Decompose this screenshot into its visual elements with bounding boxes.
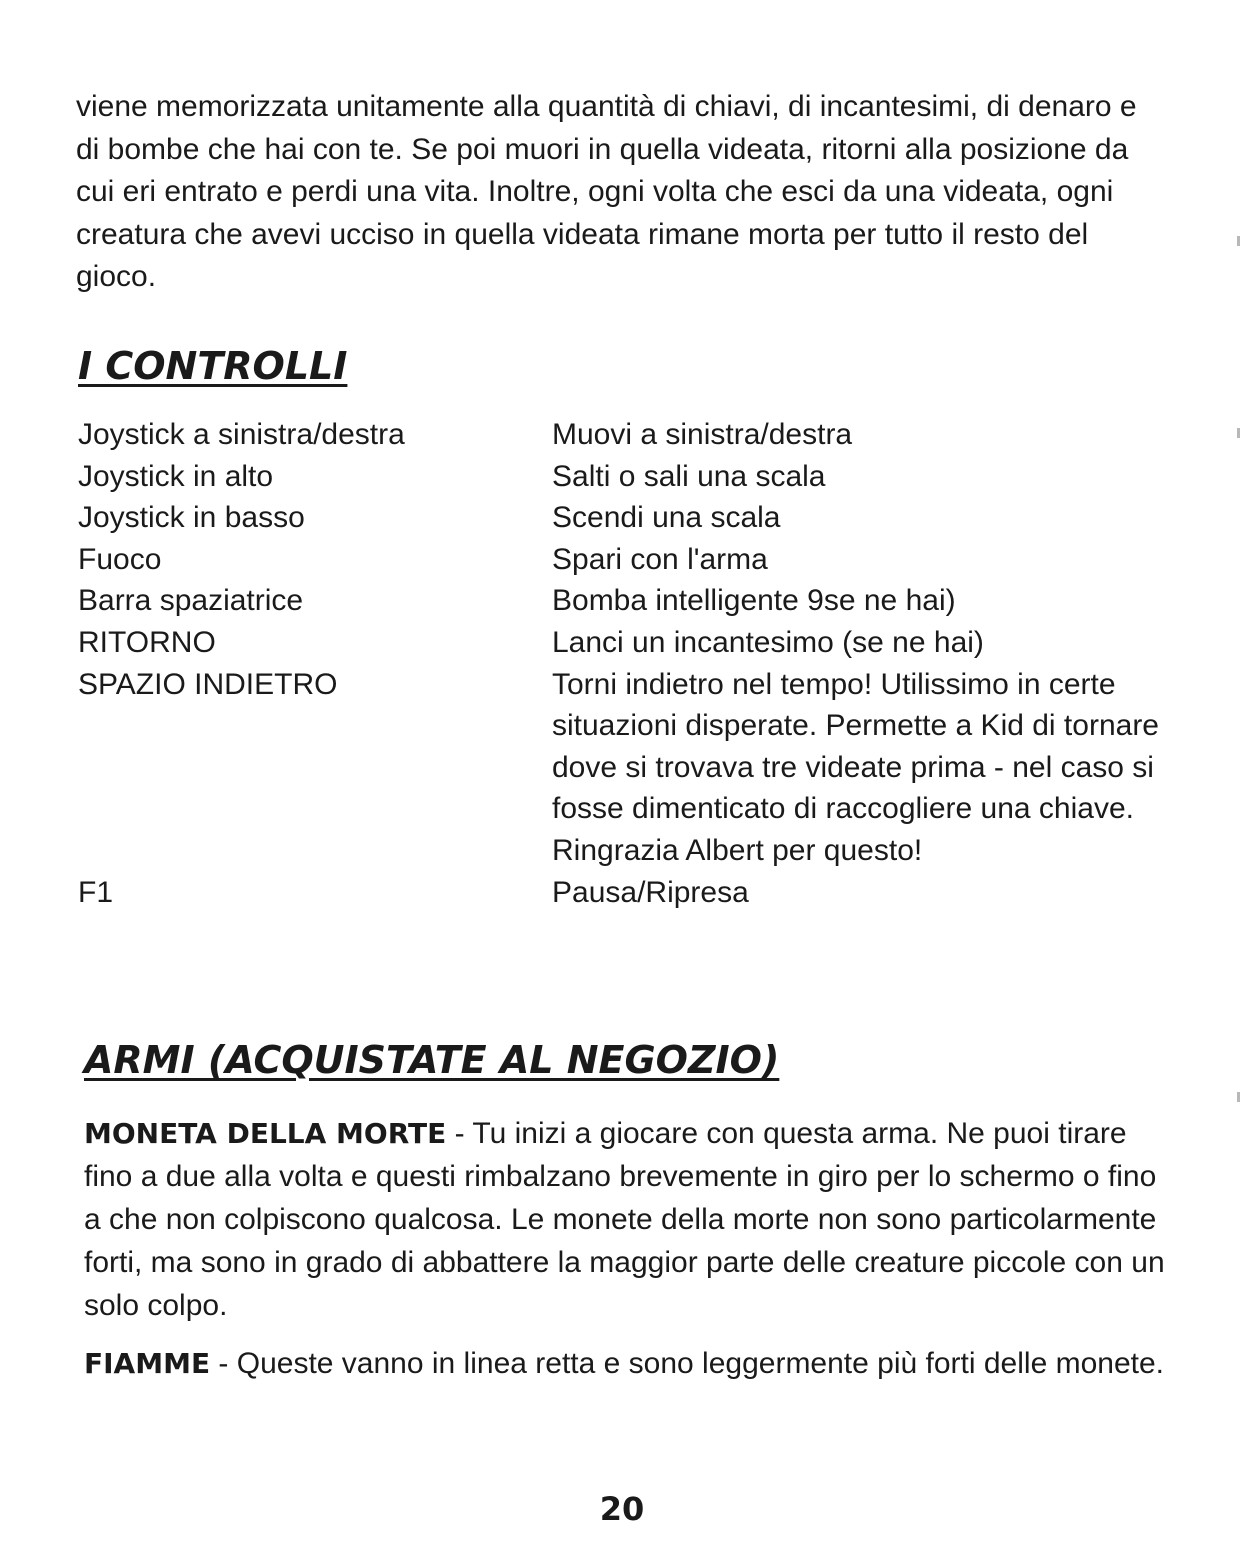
weapon-description: - Tu inizi a giocare con questa arma. Ne puoi tirare fino a due alla volta e questi rimbalzano brevemente in giro per lo schermo o fino a che non colpiscono qualcosa. Le monete della morte non sono particolarmente forti, ma sono in grado di abbattere la maggior parte delle creature piccole con un solo colpo. (84, 1117, 1165, 1322)
control-key: Barra spaziatrice (78, 584, 304, 618)
control-key: Joystick a sinistra/destra (78, 418, 405, 451)
control-key: Fuoco (78, 542, 162, 576)
control-row (78, 580, 1168, 622)
control-key: F1 (78, 875, 114, 909)
control-action: Lanci un incantesimo (se ne hai) (552, 625, 984, 659)
controls-heading: I CONTROLLI (78, 344, 348, 388)
control-row (78, 664, 1168, 872)
control-row (78, 872, 1168, 914)
control-key: Joystick in alto (78, 459, 274, 493)
weapon-name: MONETA DELLA MORTE (84, 1117, 447, 1150)
weapon-entry (84, 1342, 1169, 1385)
weapon-description: - Queste vanno in linea retta e sono leggermente più forti delle monete. (210, 1347, 1164, 1380)
control-key: RITORNO (78, 625, 216, 659)
control-key: SPAZIO INDIETRO (78, 667, 338, 701)
weapon-entry (84, 1112, 1169, 1327)
control-row (78, 414, 1168, 456)
margin-speck (1237, 428, 1240, 438)
control-row (78, 497, 1168, 539)
control-action: Scendi una scala (552, 501, 781, 535)
control-row (78, 622, 1168, 664)
control-action: Salti o sali una scala (552, 459, 826, 493)
margin-speck (1237, 1092, 1240, 1102)
page-number: 20 (599, 1490, 645, 1528)
weapons-heading: ARMI (ACQUISTATE AL NEGOZIO) (84, 1038, 780, 1082)
intro-paragraph: viene memorizzata unitamente alla quantità di chiavi, di incantesimi, di denaro e di bombe che hai con te. Se poi muori in quella videata, ritorni alla posizione da cui eri entrato e perdi una vita. Inoltre, ogni volta che esci da una videata, ogni creatura che avevi ucciso in quella videata rimane morta per tutto il resto del gioco. (76, 90, 1137, 293)
control-row (78, 456, 1168, 498)
control-action: Pausa/Ripresa (552, 875, 749, 909)
control-key: Joystick in basso (78, 501, 305, 535)
control-action: Spari con l'arma (552, 542, 768, 576)
control-action: Bomba intelligente 9se ne hai) (552, 584, 956, 618)
margin-speck (1237, 236, 1240, 246)
weapon-name: FIAMME (84, 1347, 211, 1380)
control-action: Muovi a sinistra/destra (552, 418, 853, 451)
control-action: Torni indietro nel tempo! Utilissimo in certe situazioni disperate. Permette a Kid di tornare dove si trovava tre videate prima - nel caso si fosse dimenticato di raccogliere una chiave. Ringrazia Albert per questo! (552, 667, 1159, 867)
controls-table (78, 414, 1168, 913)
control-row (78, 539, 1168, 581)
